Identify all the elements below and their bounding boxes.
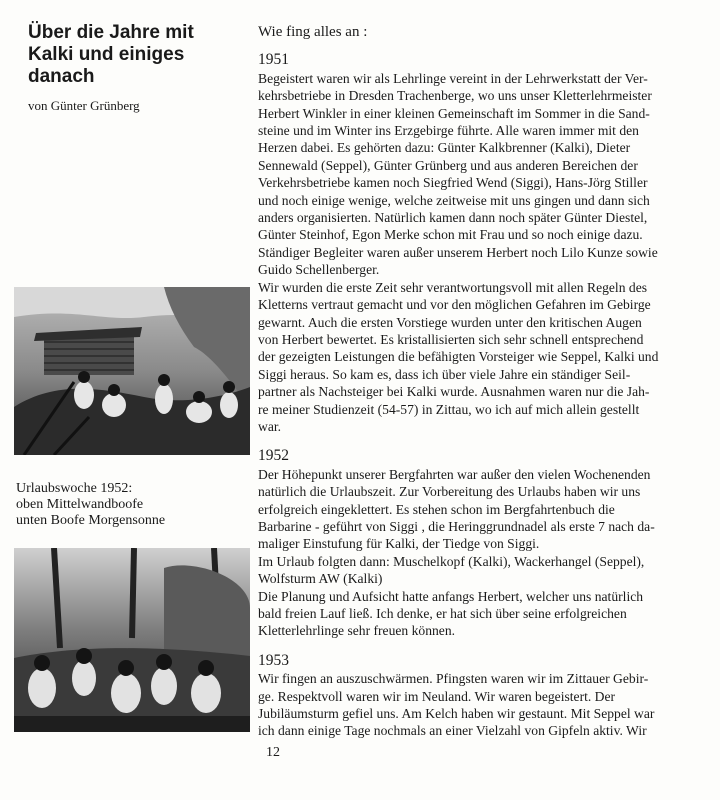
paragraph: [258, 70, 708, 279]
text-line: bald freien Lauf ließ. Ich denke, er hat sich über seine erfolgreichen: [258, 606, 627, 621]
year-heading: 1953: [258, 651, 289, 669]
text-line: erfolgreich eingeklettert. Es stehen schon im Bergfahrtenbuch die: [258, 501, 615, 517]
text-line: Wir fingen an auszuschwärmen. Pfingsten waren wir im Zittauer Gebir-: [258, 671, 649, 687]
text-line: Kletterns vertraut gemacht und vor den möglichen Gefahren im Gebirge: [258, 297, 651, 313]
article-header: [28, 22, 250, 114]
text-line: re meiner Studienzeit (54-57) in Zittau, wo ich auf mich allein gestellt: [258, 401, 640, 417]
caption-line: unten Boofe Morgensonne: [16, 513, 166, 528]
text-line: Jubiläumsturm gefiel uns. Am Kelch haben wir gestaunt. Mit Seppel war: [258, 706, 655, 722]
text-line: Guido Schellenberger.: [258, 262, 380, 278]
paragraph: [258, 670, 708, 740]
text-line: steine und im Winter ins Erzgebirge führte. Alle waren immer mit den: [258, 123, 639, 139]
author-byline: von Günter Grünberg: [28, 98, 140, 113]
text-line: partner als Nachsteiger bei Kalki wurde. Ausnahmen waren nur die Jah-: [258, 384, 650, 400]
photo-caption: [16, 481, 256, 529]
text-line: Wir wurden die erste Zeit sehr verantwortungsvoll mit allen Regeln des: [258, 279, 648, 295]
text-line: war.: [258, 418, 282, 434]
text-line: Sennewald (Seppel), Günter Grünberg und aus anderen Bereichen der: [258, 157, 638, 173]
text-line: natürlich die Urlaubszeit. Zur Vorbereitung des Urlaubs haben wir uns: [258, 484, 641, 500]
text-line: Die Planung und Aufsicht hatte anfangs Herbert, welcher uns natürlich: [258, 588, 644, 604]
text-line: Kletterlehrlinge sehr freuen können.: [258, 623, 456, 639]
text-line: ich dann einige Tage nochmals an einer Vielzahl von Gipfeln aktiv. Wir: [258, 723, 647, 739]
text-line: Ständiger Begleiter waren außer unserem Herbert noch Lilo Kunze sowie: [258, 244, 658, 260]
text-line: Herzen dabei. Es gehörten dazu: Günter Kalkbrenner (Kalki), Dieter: [258, 140, 631, 156]
title-line: Kalki und einiges: [28, 44, 185, 65]
text-line: und noch einige wenige, welche zeitweise mit uns gingen und dann sich: [258, 192, 650, 208]
text-line: Verkehrsbetriebe kamen noch Siegfried Wend (Siggi), Hans-Jörg Stiller: [258, 175, 648, 191]
text-line: kehrsbetriebe in Dresden Trachenberge, wo uns unser Kletterlehrmeister: [258, 88, 652, 104]
section-1953: [258, 652, 708, 740]
text-line: Der Höhepunkt unserer Bergfahrten war außer den vielen Wochenenden: [258, 466, 651, 482]
article-title: [28, 22, 250, 88]
text-line: Begeistert waren wir als Lehrlinge vereint in der Lehrwerkstatt der Ver-: [258, 70, 648, 86]
text-line: Wolfsturm AW (Kalki): [258, 571, 383, 587]
text-line: gewarnt. Auch die ersten Vorstiege wurden unter den kritischen Augen: [258, 314, 642, 330]
article-body: [258, 24, 708, 740]
title-line: danach: [28, 66, 95, 87]
text-line: anders organisierten. Natürlich kamen dann noch später Günter Diestel,: [258, 210, 648, 226]
photo-boofe-morgensonne: [14, 548, 250, 732]
text-line: Herbert Winkler in einer kleinen Gemeinschaft im Sommer in die Sand-: [258, 105, 650, 121]
text-line: von Herbert bewertet. Es kristallisierten sich sehr schnell entsprechend: [258, 331, 644, 347]
section-intro: Wie fing alles an :: [258, 24, 368, 40]
page-number: 12: [266, 745, 280, 760]
text-line: maliger Einstufung für Kalki, der Tiedge von Siggi.: [258, 536, 540, 552]
paragraph: [258, 466, 708, 640]
caption-line: oben Mittelwandboofe: [16, 497, 144, 512]
caption-line: Urlaubswoche 1952:: [16, 481, 133, 496]
title-line: Über die Jahre mit: [28, 22, 194, 43]
section-1952: [258, 447, 708, 639]
photo-mittelwandboofe: [14, 287, 250, 455]
year-heading: 1952: [258, 447, 289, 465]
paragraph: [258, 279, 708, 436]
text-line: Siggi heraus. So kam es, dass ich über viele Jahre ein ständiger Seil-: [258, 366, 631, 382]
text-line: Günter Steinhof, Egon Merke schon mit Frau und so noch einige dazu.: [258, 227, 643, 243]
text-line: der gezeigten Leistungen die befähigten Vorsteiger wie Seppel, Kalki und: [258, 349, 659, 365]
text-line: ge. Respektvoll waren wir im Neuland. Wir waren begeistert. Der: [258, 688, 616, 704]
text-line: Barbarine - geführt von Siggi , die Heringgrundnadel als erste 7 nach da-: [258, 518, 655, 534]
year-heading: 1951: [258, 51, 289, 69]
text-line: Im Urlaub folgten dann: Muschelkopf (Kalki), Wackerhangel (Seppel),: [258, 553, 645, 569]
section-1951: [258, 51, 708, 435]
